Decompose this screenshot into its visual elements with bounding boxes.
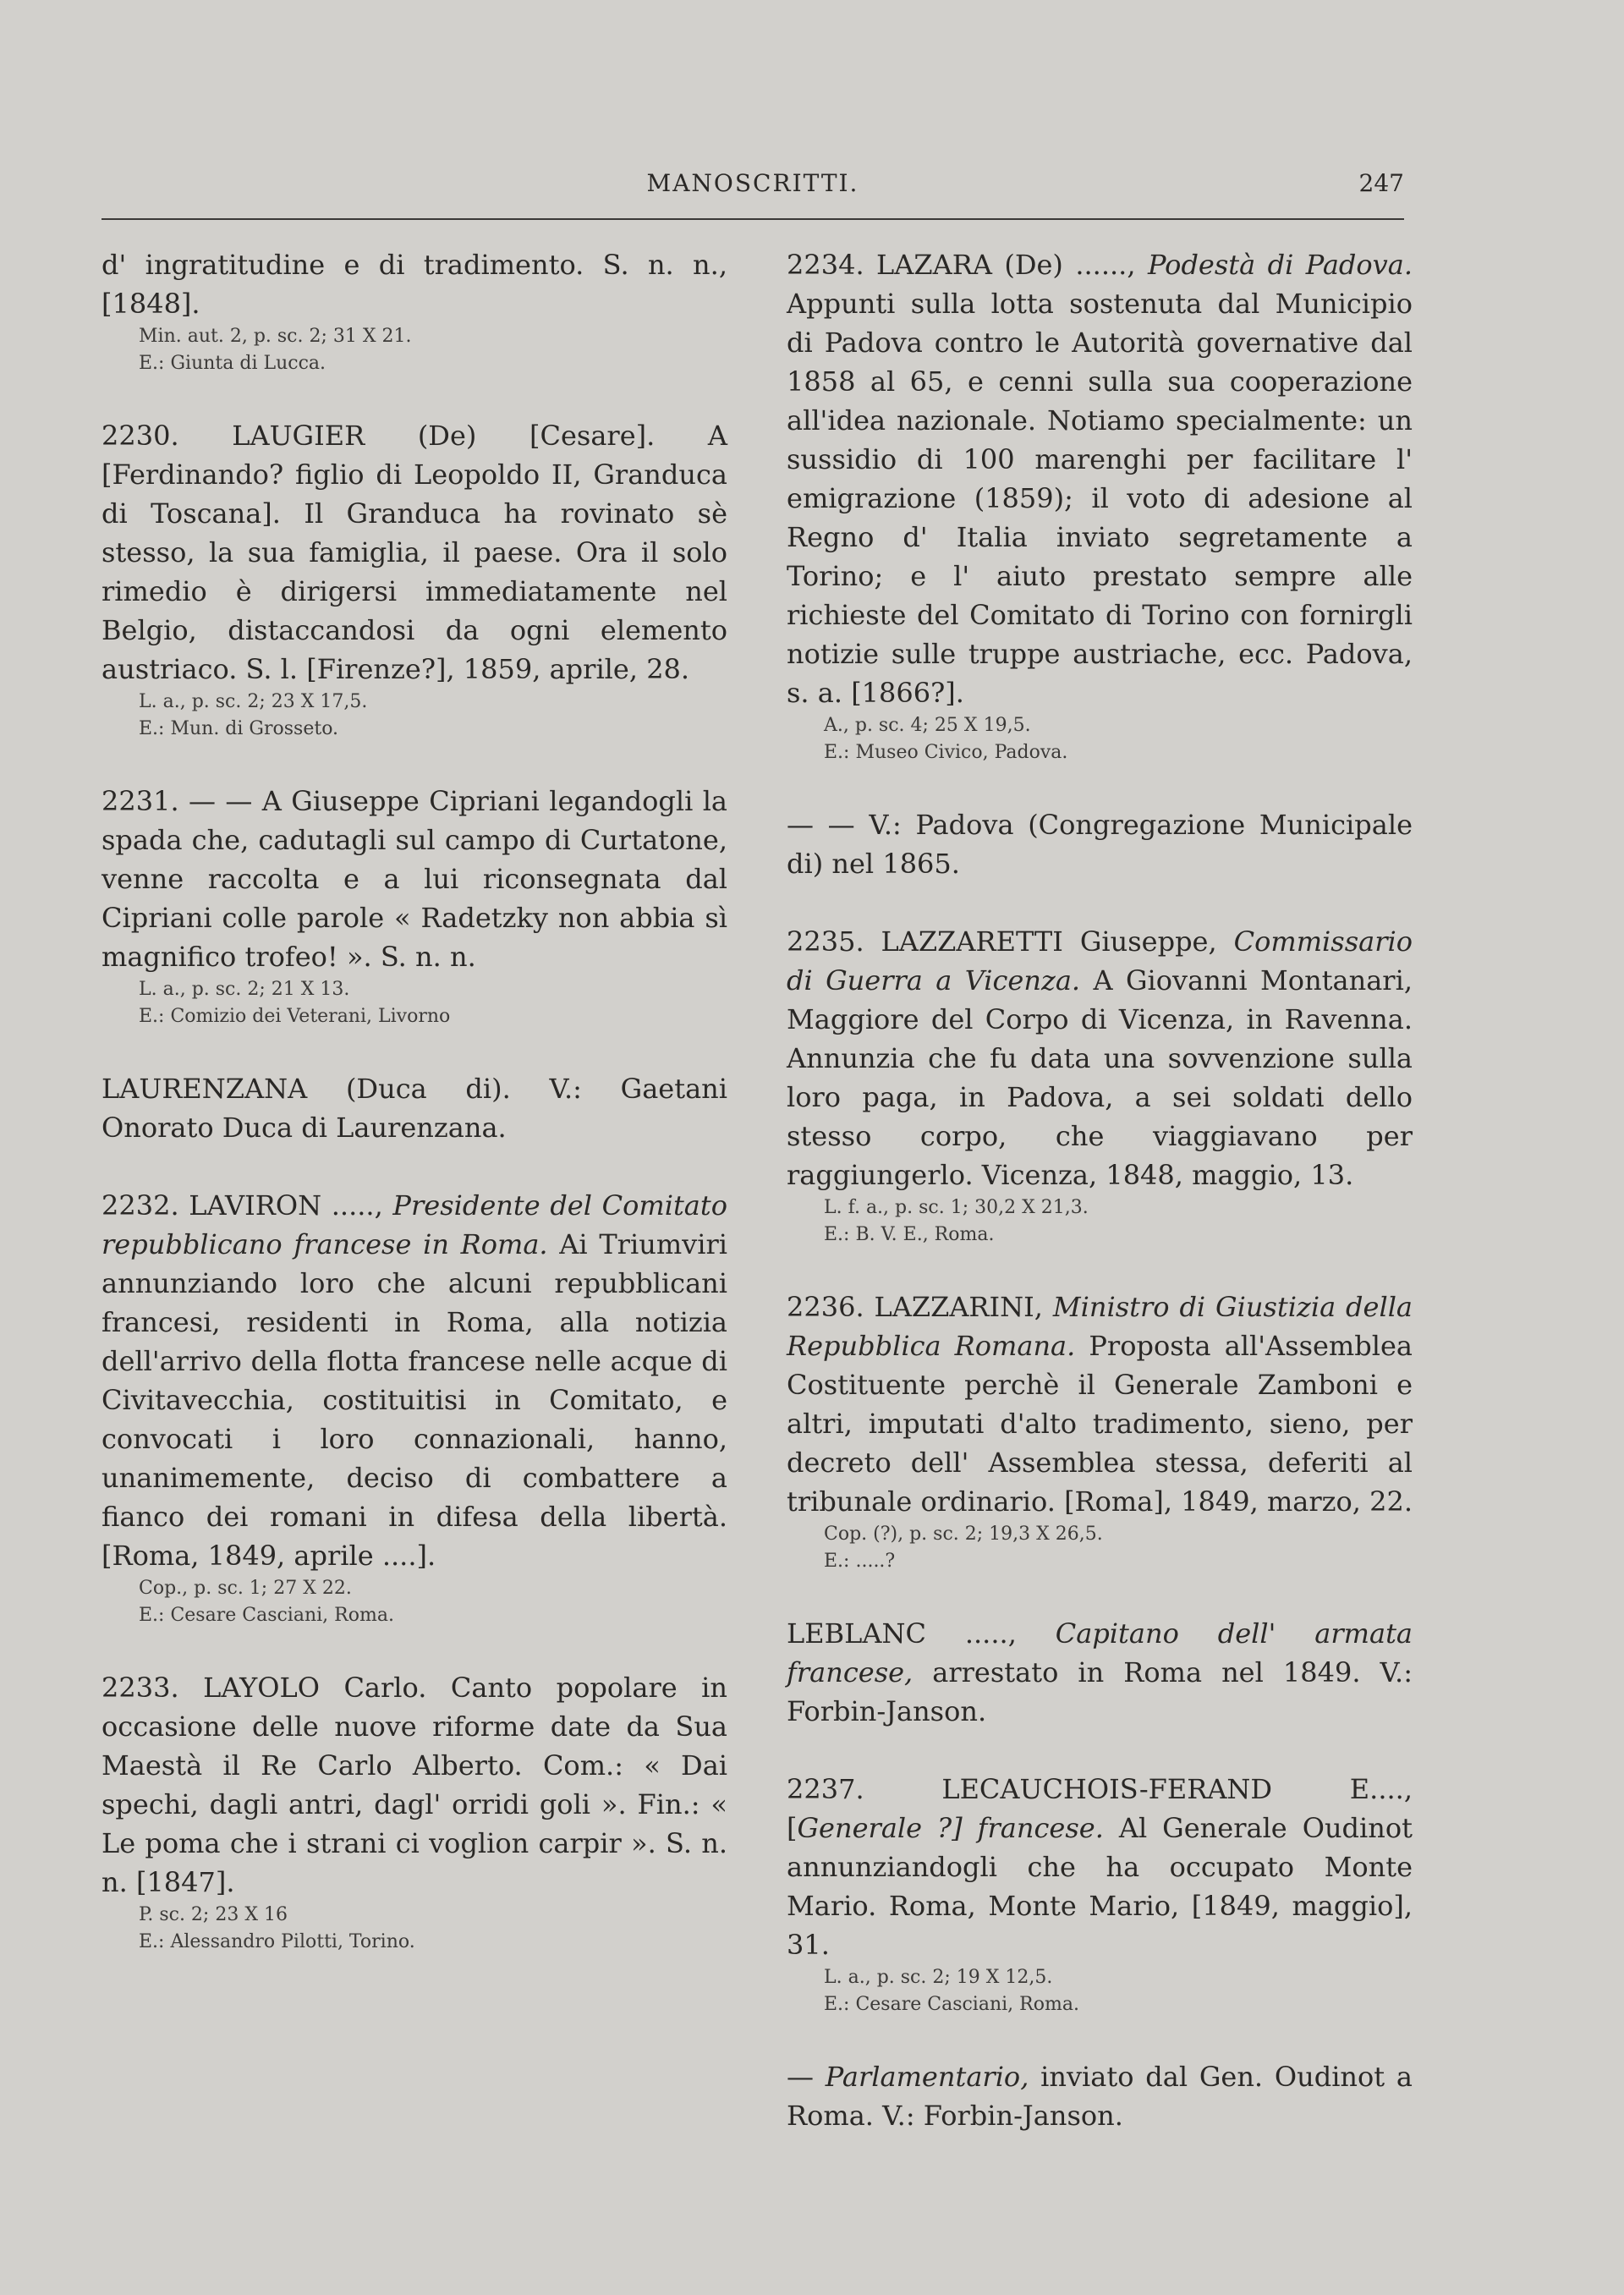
entry-title-italic: Capitano dell' armata francese, (787, 1617, 1413, 1688)
catalog-entry (787, 1288, 1413, 1575)
entry-title-italic: Commissario di Guerra a Vicenza. (787, 925, 1413, 997)
entry-body: arrestato in Roma nel 1849. V.: Forbin-Janson. (787, 1656, 1413, 1727)
entry-text: 2233. LAYOLO Carlo. Canto popolare in occasione delle nuove riforme date da Sua Maestà il Re Carlo Alberto. Com.: « Dai spechi, dagli antri, dagl' orridi goli ». Fin.: « Le poma che i strani ci voglion carpir ». S. n. n. [1847]. (102, 1672, 727, 1898)
entry-text: 2231. — — A Giuseppe Cipriani legandogli la spada che, cadutagli sul campo di Curtatone, venne raccolta e a lui riconsegnata dal Cipriani colle parole « Radetzky non abbia sì magnifico trofeo! ». S. n. n. (102, 785, 727, 973)
entry-note: Min. aut. 2, p. sc. 2; 31 X 21. (139, 326, 412, 347)
entry-body: Appunti sulla lotta sostenuta dal Municipio di Padova contro le Autorità governative dal 1858 al 65, e cenni sulla sua cooperazione all'idea nazionale. Notiamo specialmente: un sussidio di 100 marenghi per facilitare l' emigrazione (1859); il voto di adesione al Regno d' Italia inviato segretamente a Torino; e l' aiuto prestato sempre alle richieste del Comitato di Torino con fornirgli notizie sulle truppe austriache, ecc. Padova, s. a. [1866?]. (787, 288, 1413, 709)
entry-note: E.: Alessandro Pilotti, Torino. (139, 1931, 415, 1952)
entry-heading: LEBLANC ....., (787, 1617, 1056, 1650)
entry-text (787, 922, 1413, 1194)
entry-note: E.: Cesare Casciani, Roma. (139, 1605, 394, 1626)
catalog-entry (102, 1186, 727, 1629)
entry-text: LAURENZANA (Duca di). V.: Gaetani Onorato Duca di Laurenzana. (102, 1073, 727, 1144)
entry-text (102, 1186, 727, 1575)
entry-note: Cop. (?), p. sc. 2; 19,3 X 26,5. (824, 1524, 1103, 1545)
left-column (102, 245, 727, 1995)
entry-heading: — (787, 2061, 826, 2093)
cross-reference (102, 1069, 727, 1147)
entry-text (787, 1288, 1413, 1521)
catalog-entry (102, 416, 727, 743)
entry-note: Cop., p. sc. 1; 27 X 22. (139, 1578, 352, 1599)
page-header (102, 169, 1404, 203)
entry-note: E.: Comizio dei Veterani, Livorno (139, 1006, 451, 1027)
entry-note: E.: Mun. di Grosseto. (139, 718, 339, 739)
right-column (787, 245, 1413, 2174)
entry-heading: 2232. LAVIRON ....., (102, 1189, 393, 1222)
entry-text (787, 245, 1413, 712)
entry-heading: 2234. LAZARA (De) ......, (787, 249, 1148, 281)
entry-title-italic: Presidente del Comitato repubblicano francese in Roma. (102, 1189, 728, 1260)
entry-heading: 2236. LAZZARINI, (787, 1291, 1053, 1323)
cross-reference (787, 2057, 1413, 2135)
entry-note: E.: B. V. E., Roma. (824, 1224, 995, 1245)
entry-title-italic: Ministro di Giustizia della Repubblica Romana. (787, 1291, 1413, 1362)
page-number: 247 (1358, 169, 1404, 197)
entry-note: E.: .....? (824, 1551, 896, 1572)
entry-heading: 2235. LAZZARETTI Giuseppe, (787, 925, 1234, 958)
catalog-entry (102, 1668, 727, 1956)
entry-note: A., p. sc. 4; 25 X 19,5. (824, 715, 1031, 736)
entry-body: inviato dal Gen. Oudinot a Roma. V.: Forbin-Janson. (787, 2061, 1413, 2132)
entry-title-italic: Parlamentario, (825, 2061, 1029, 2093)
catalog-entry (787, 922, 1413, 1249)
entry-text: 2230. LAUGIER (De) [Cesare]. A [Ferdinando? figlio di Leopoldo II, Granduca di Toscana]. Il Granduca ha rovinato sè stesso, la sua famiglia, il paese. Ora il solo rimedio è dirigersi immediatamente nel Belgio, distaccandosi da ogni elemento austriaco. S. l. [Firenze?], 1859, aprile, 28. (102, 420, 727, 685)
catalog-entry (102, 782, 727, 1030)
catalog-entry (787, 245, 1413, 766)
entry-note: P. sc. 2; 23 X 16 (139, 1904, 288, 1925)
entry-note: L. f. a., p. sc. 1; 30,2 X 21,3. (824, 1197, 1089, 1218)
cross-reference (787, 1614, 1413, 1731)
entry-text: d' ingratitudine e di tradimento. S. n. n., [1848]. (102, 249, 727, 320)
entry-note: E.: Giunta di Lucca. (139, 353, 326, 374)
entry-body: Ai Triumviri annunziando loro che alcuni repubblicani francesi, residenti in Roma, alla notizia dell'arrivo della flotta francese nelle acque di Civitavecchia, costituitisi in Comitato, e convocati i loro connazionali, hanno, unanimemente, deciso di combattere a fianco dei romani in difesa della libertà. [Roma, 1849, aprile ....]. (102, 1228, 728, 1572)
header-rule (102, 218, 1404, 220)
entry-body: Proposta all'Assemblea Costituente perchè il Generale Zamboni e altri, imputati d'alto tradimento, sieno, per decreto dell' Assemblea stessa, deferiti al tribunale ordinario. [Roma], 1849, marzo, 22. (787, 1330, 1413, 1518)
entry-title-italic: Generale ?] francese. (797, 1812, 1104, 1844)
entry-heading: 2237. LECAUCHOIS-FERAND E...., [ (787, 1773, 1413, 1844)
entry-body: A Giovanni Montanari, Maggiore del Corpo di Vicenza, in Ravenna. Annunzia che fu data una sovvenzione sulla loro paga, in Padova, a sei soldati dello stesso corpo, che viaggiavano per raggiungerlo. Vicenza, 1848, maggio, 13. (787, 964, 1413, 1191)
entry-note: E.: Cesare Casciani, Roma. (824, 1994, 1079, 2015)
entry-text (787, 1614, 1413, 1731)
entry-text: — — V.: Padova (Congregazione Municipale di) nel 1865. (787, 809, 1413, 880)
entry-note: L. a., p. sc. 2; 23 X 17,5. (139, 691, 368, 712)
catalog-entry (102, 245, 727, 377)
cross-reference (787, 805, 1413, 883)
entry-note: E.: Museo Civico, Padova. (824, 742, 1068, 763)
entry-title-italic: Podestà di Padova. (1147, 249, 1413, 281)
entry-text (787, 2057, 1413, 2135)
catalog-entry (787, 1770, 1413, 2018)
running-title: MANOSCRITTI. (646, 169, 859, 197)
entry-note: L. a., p. sc. 2; 21 X 13. (139, 979, 350, 1000)
entry-note: L. a., p. sc. 2; 19 X 12,5. (824, 1967, 1053, 1988)
entry-body: Al Generale Oudinot annunziandogli che ha occupato Monte Mario. Roma, Monte Mario, [1849, maggio], 31. (787, 1812, 1413, 1961)
entry-text (787, 1770, 1413, 1964)
